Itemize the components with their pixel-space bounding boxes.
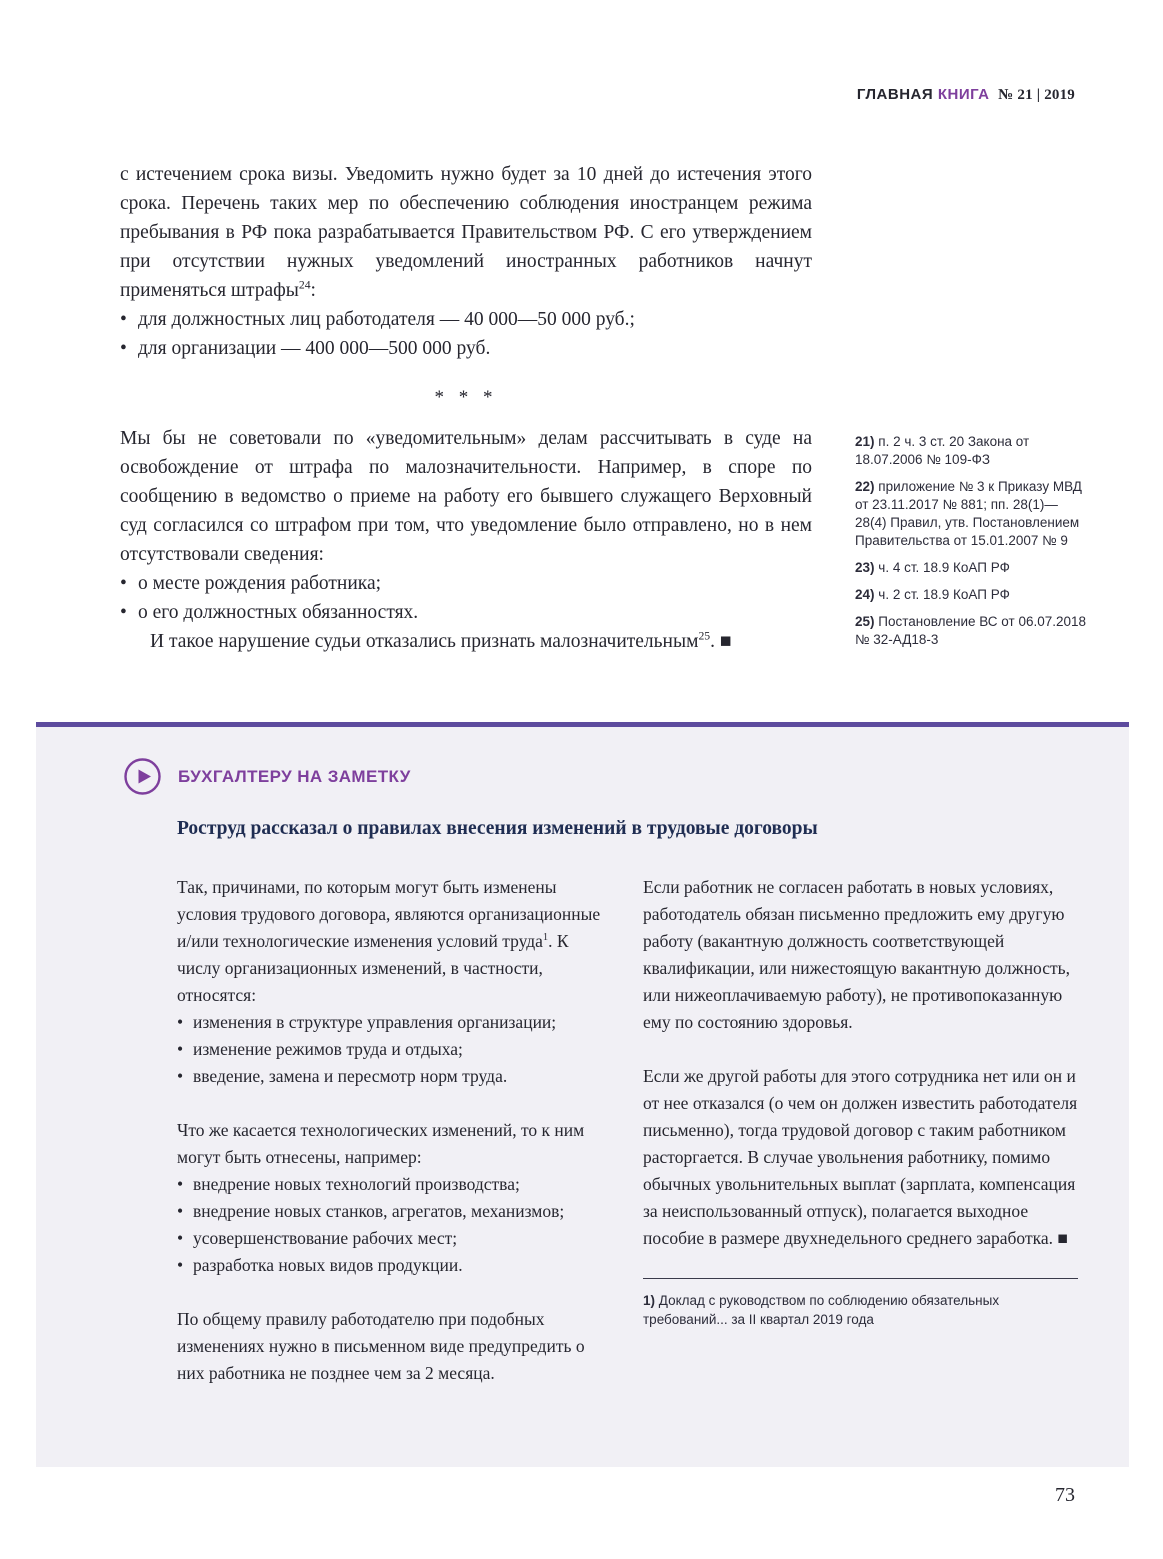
issue-number: № 21 | 2019: [998, 87, 1075, 103]
footnote-item: [855, 586, 1087, 604]
footnote-number: 23): [855, 560, 875, 575]
footnote-ref: 24: [298, 278, 311, 292]
footnote-text: приложение № 3 к Приказу МВД от 23.11.2017 № 881; пп. 28(1)—28(4) Правил, утв. Постановлением Правительства от 15.01.2007 № 9: [855, 479, 1082, 548]
bullet-marker: •: [177, 1201, 184, 1221]
paragraph: [120, 160, 812, 305]
note-columns: [177, 874, 1078, 1387]
bullet-text: изменения в структуре управления организации;: [193, 1012, 557, 1032]
note-column-right: [643, 874, 1078, 1387]
page-number: 73: [1055, 1484, 1075, 1506]
paragraph: [120, 627, 812, 656]
bullet-marker: •: [120, 602, 127, 623]
bullet-item: [177, 1252, 612, 1279]
bullet-list: [120, 305, 812, 363]
page-header: [857, 86, 1075, 104]
footnote-ref: 1: [542, 932, 549, 944]
bullet-text: для должностных лиц работодателя — 40 000—50 000 руб.;: [138, 309, 635, 330]
bullet-marker: •: [120, 573, 127, 594]
note-column-left: [177, 874, 612, 1387]
footnote-text: ч. 2 ст. 18.9 КоАП РФ: [878, 587, 1010, 602]
bullet-text: изменение режимов труда и отдыха;: [193, 1039, 463, 1059]
bullet-text: о месте рождения работника;: [138, 573, 382, 594]
play-icon: [124, 758, 161, 795]
bullet-marker: •: [177, 1228, 184, 1248]
section-separator: * * *: [434, 387, 498, 408]
bullet-marker: •: [120, 338, 127, 359]
bullet-item: [120, 598, 812, 627]
bullet-item: [120, 334, 812, 363]
note-footnote: [643, 1278, 1078, 1329]
footnote-number: 1): [643, 1293, 656, 1308]
note-section: [36, 722, 1129, 1467]
paragraph-text: Так, причинами, по которым могут быть изменены условия трудового договора, являются организационные и/или технологические изменения условий труда: [177, 877, 601, 951]
bullet-text: внедрение новых станков, агрегатов, механизмов;: [193, 1201, 565, 1221]
bullet-text: усовершенствование рабочих мест;: [193, 1228, 458, 1248]
footnote-item: [855, 613, 1087, 649]
bullet-item: [177, 1009, 612, 1036]
paragraph: Если же другой работы для этого сотрудника нет или он и от нее отказался (о чем он должен известить работодателя письменно), тогда трудовой договор с таким работником расторгается. В случае увольнения работнику, помимо обычных увольнительных выплат (зарплата, компенсация за неиспользованный отпуск), полагается выходное пособие в размере двухнедельного среднего заработка. ■: [643, 1066, 1078, 1248]
footnote-number: 25): [855, 614, 875, 629]
bullet-text: введение, замена и пересмотр норм труда.: [193, 1066, 508, 1086]
bullet-item: [120, 305, 812, 334]
main-article: [120, 160, 812, 656]
bullet-marker: •: [177, 1012, 184, 1032]
footnote-number: 22): [855, 479, 875, 494]
footnotes-sidebar: [855, 433, 1087, 658]
footnote-text: п. 2 ч. 3 ст. 20 Закона от 18.07.2006 № 109-ФЗ: [855, 434, 1030, 467]
bullet-text: о его должностных обязанностях.: [138, 602, 419, 623]
footnote-number: 21): [855, 434, 875, 449]
bullet-marker: •: [177, 1066, 184, 1086]
footnote-text: Постановление ВС от 06.07.2018 № 32-АД18-3: [855, 614, 1087, 647]
bullet-item: [177, 1036, 612, 1063]
footnote-item: [855, 478, 1087, 550]
brand-name-first: ГЛАВНАЯ: [856, 86, 934, 103]
footnote-number: 24): [855, 587, 875, 602]
paragraph: Мы бы не советовали по «уведомительным» делам рассчитывать в суде на освобождение от штрафа по малозначительности. Например, в споре по сообщению в ведомство о приеме на работу его бывшего служащего Верховный суд согласился со штрафом при том, что уведомление было отправлено, но в нем отсутствовали сведения:: [120, 428, 812, 565]
paragraph-text: . К числу организационных изменений, в частности, относятся:: [177, 931, 569, 1005]
footnote-text: Доклад с руководством по соблюдению обязательных требований... за II квартал 2019 года: [643, 1293, 1000, 1327]
bullet-item: [177, 1063, 612, 1090]
paragraph-text: . ■: [710, 631, 732, 652]
bullet-item: [177, 1225, 612, 1252]
note-section-header: [124, 758, 411, 795]
paragraph-text: И такое нарушение судьи отказались признать малозначительным: [150, 631, 699, 652]
paragraph: Если работник не согласен работать в новых условиях, работодатель обязан письменно предложить ему другую работу (вакантную должность соответствующей квалификации, или нижестоящую вакантную должность, или нижеоплачиваемую работу), не противопоказанную ему по состоянию здоровья.: [643, 877, 1071, 1032]
bullet-list: [120, 569, 812, 627]
paragraph: Что же касается технологических изменений, то к ним могут быть отнесены, например:: [177, 1120, 585, 1167]
paragraph-text: :: [310, 280, 316, 301]
bullet-marker: •: [177, 1039, 184, 1059]
bullet-item: [120, 569, 812, 598]
paragraph: По общему правилу работодателю при подобных изменениях нужно в письменном виде предупредить о них работника не позднее чем за 2 месяца.: [177, 1309, 585, 1383]
footnote-ref: 25: [698, 629, 711, 643]
bullet-text: разработка новых видов продукции.: [193, 1255, 463, 1275]
paragraph-text: с истечением срока визы. Уведомить нужно будет за 10 дней до истечения этого срока. Перечень таких мер по обеспечению соблюдения иностранцем режима пребывания в РФ пока разрабатывается Правительством РФ. С его утверждением при отсутствии нужных уведомлений иностранных работников начнут применяться штрафы: [120, 164, 812, 301]
bullet-text: для организации — 400 000—500 000 руб.: [138, 338, 491, 359]
note-title: Роструд рассказал о правилах внесения изменений в трудовые договоры: [177, 818, 818, 839]
bullet-list: [177, 1171, 612, 1279]
footnote-item: [855, 433, 1087, 469]
bullet-marker: •: [177, 1174, 184, 1194]
bullet-list: [177, 1009, 612, 1090]
bullet-marker: •: [120, 309, 127, 330]
brand-name-second: КНИГА: [937, 86, 990, 103]
bullet-marker: •: [177, 1255, 184, 1275]
note-section-label: БУХГАЛТЕРУ НА ЗАМЕТКУ: [178, 766, 411, 786]
paragraph: [177, 874, 612, 1009]
footnote-item: [855, 559, 1087, 577]
bullet-item: [177, 1198, 612, 1225]
bullet-item: [177, 1171, 612, 1198]
bullet-text: внедрение новых технологий производства;: [193, 1174, 520, 1194]
footnote-text: ч. 4 ст. 18.9 КоАП РФ: [878, 560, 1010, 575]
